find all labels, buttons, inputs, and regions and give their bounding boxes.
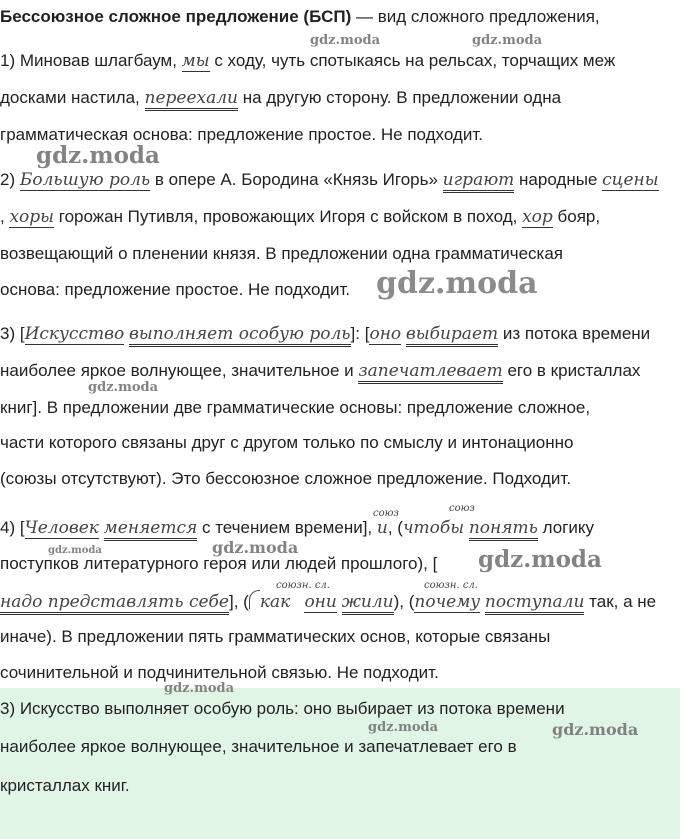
text: с ходу, чуть спотыкаясь на рельсах, торчащих меж xyxy=(209,51,616,70)
option4-line3 xyxy=(0,590,656,613)
text: на другую сторону. В предложении одна xyxy=(238,88,562,107)
subject: Большую роль xyxy=(19,170,151,190)
intro-line xyxy=(0,6,600,28)
option4-line5: сочинительной и подчинительной связью. Не подходит. xyxy=(0,663,439,682)
answer-line1: 3) Искусство выполняет особую роль: оно выбирает из потока времени xyxy=(0,699,565,718)
conjunctive-word: как xyxy=(259,592,291,612)
subject: они xyxy=(304,592,337,612)
predicate: играют xyxy=(443,170,515,193)
watermark: gdz.moda xyxy=(36,142,160,169)
text: досками настила, xyxy=(0,88,145,107)
text: 3) [ xyxy=(0,324,25,343)
predicate: жили xyxy=(342,592,394,615)
watermark: gdz.moda xyxy=(164,681,235,696)
conjunction: чтобы xyxy=(402,518,465,538)
predicate: выбирает xyxy=(406,324,498,347)
option4-line1 xyxy=(0,517,594,539)
conjunction: и xyxy=(376,518,388,538)
option3-line2 xyxy=(0,360,640,382)
subject: Искусство xyxy=(24,324,125,344)
text: его в кристаллах xyxy=(502,361,641,380)
text: , ( xyxy=(387,518,403,537)
option3-line3: книг]. В предложении две грамматические основы: предложение сложное, xyxy=(0,398,591,417)
annotation-conj: союз xyxy=(373,508,399,519)
option1-line2 xyxy=(0,87,561,109)
text: 2) xyxy=(0,170,20,189)
answer-box xyxy=(0,688,680,839)
option3-line4: части которого связаны друг с другом только по смыслу и интонационно xyxy=(0,433,574,452)
watermark: gdz.moda xyxy=(48,545,102,556)
text: с течением времени], xyxy=(197,518,377,537)
text: ]: [ xyxy=(350,324,370,343)
text: бояр, xyxy=(552,207,601,226)
annotation-conj: союз xyxy=(449,503,475,514)
text: горожан Путивля, провожающих Игоря с войском в поход, xyxy=(54,207,523,226)
watermark: gdz.moda xyxy=(310,33,381,48)
conj-word-mark xyxy=(249,590,260,609)
annotation-conj-word: союзн. сл. xyxy=(424,580,478,591)
subject: оно xyxy=(369,324,402,344)
text: ), ( xyxy=(393,592,415,611)
watermark: gdz.moda xyxy=(478,546,602,573)
answer-line2: наиболее яркое волнующее, значительное и запечатлевает его в xyxy=(0,737,517,756)
annotation-conj-word: союзн. сл. xyxy=(276,580,330,591)
subject: мы xyxy=(181,51,210,71)
option4-line2: поступков литературного героя или людей прошлого), [ xyxy=(0,554,438,573)
option2-line1 xyxy=(0,169,659,191)
option2-line2 xyxy=(0,206,600,228)
subject: сцены xyxy=(602,170,659,190)
option4-line4: иначе). В предложении пять грамматических основ, которые связаны xyxy=(0,627,551,646)
watermark: gdz.moda xyxy=(88,380,159,395)
text: народные xyxy=(514,170,603,189)
option1-line3: грамматическая основа: предложение простое. Не подходит. xyxy=(0,125,483,144)
watermark: gdz.moda xyxy=(472,33,543,48)
text: наиболее яркое волнующее, значительное и xyxy=(0,361,359,380)
text: в опере А. Бородина «Князь Игорь» xyxy=(150,170,443,189)
option3-line5: (союзы отсутствуют). Это бессоюзное сложное предложение. Подходит. xyxy=(0,469,572,488)
text: ], ( xyxy=(228,592,249,611)
predicate: меняется xyxy=(104,518,198,541)
text: , xyxy=(0,207,10,226)
predicate: выполняет особую роль xyxy=(129,324,351,347)
subject: хор xyxy=(522,207,553,227)
intro-rest: — вид сложного предложения, xyxy=(351,7,600,26)
text: из потока времени xyxy=(498,324,651,343)
watermark: gdz.moda xyxy=(552,720,639,739)
predicate: надо представлять себе xyxy=(0,592,229,615)
intro-term: Бессоюзное сложное предложение (БСП) xyxy=(0,7,352,26)
predicate: понять xyxy=(469,518,538,541)
option3-line1 xyxy=(0,323,650,345)
watermark: gdz.moda xyxy=(368,720,439,735)
text: логику xyxy=(537,518,594,537)
watermark: gdz.moda xyxy=(376,266,538,301)
predicate: запечатлевает xyxy=(358,361,502,384)
predicate: поступали xyxy=(485,592,585,615)
subject: хоры xyxy=(9,207,55,227)
option2-line4: основа: предложение простое. Не подходит. xyxy=(0,280,351,299)
option1-line1 xyxy=(0,50,615,72)
predicate: переехали xyxy=(145,88,239,111)
subject: Человек xyxy=(24,518,99,538)
conjunctive-word: почему xyxy=(414,592,481,612)
text: 4) [ xyxy=(0,518,25,537)
text: 1) Миновав шлагбаум, xyxy=(0,51,182,70)
text: так, а не xyxy=(584,592,657,611)
option2-line3: возвещающий о пленении князя. В предложении одна грамматическая xyxy=(0,244,563,263)
answer-line3: кристаллах книг. xyxy=(0,776,130,795)
watermark: gdz.moda xyxy=(212,538,299,557)
